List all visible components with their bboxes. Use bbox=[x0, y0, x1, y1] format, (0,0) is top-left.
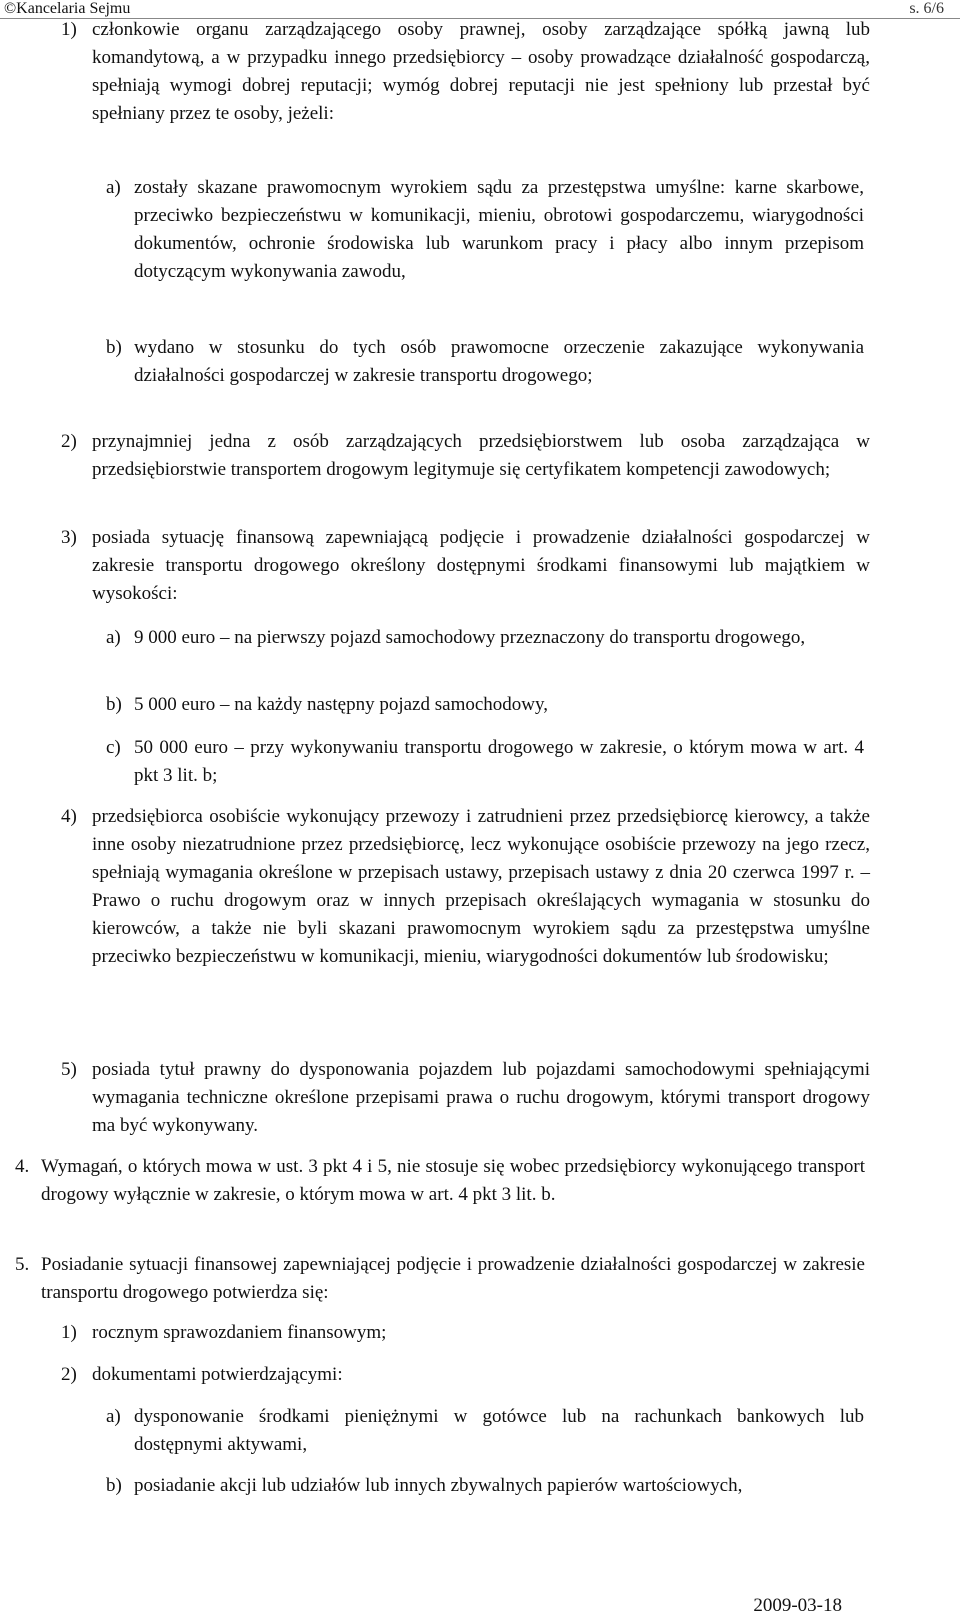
item-text: przedsiębiorca osobiście wykonujący przewozy i zatrudnieni przez przedsiębiorcę kierowcy, a także inne osoby niezatrudnione przez przedsiębiorcę, lecz wykonujące osobiście przewozy na jego rzecz, spełniają wymagania określone w przepisach ustawy, przepisach ustawy z dnia 20 czerwca 1997 r. – Prawo o ruchu drogowym oraz w innych przepisach określających wymagania w stosunku do kierowców, a także nie byli skazani prawomocnym wyrokiem sądu za przestępstwa umyślne przeciwko bezpieczeństwu w komunikacji, mieniu, wiarygodności dokumentów lub środowisku; bbox=[92, 806, 870, 967]
list-item bbox=[61, 524, 870, 608]
item-text: Wymagań, o których mowa w ust. 3 pkt 4 i 5, nie stosuje się wobec przedsiębiorcy wykonującego transport drogowy wyłącznie w zakresie, o którym mowa w art. 4 pkt 3 lit. b. bbox=[41, 1156, 865, 1205]
item-marker: b) bbox=[106, 1475, 122, 1496]
list-item bbox=[106, 174, 864, 286]
item-marker: 5. bbox=[15, 1254, 30, 1275]
list-item bbox=[106, 1403, 864, 1459]
item-marker: b) bbox=[106, 694, 122, 715]
list-item bbox=[61, 1056, 870, 1140]
item-marker: 2) bbox=[61, 1364, 77, 1385]
item-marker: 1) bbox=[61, 1322, 77, 1343]
item-text: 5 000 euro – na każdy następny pojazd samochodowy, bbox=[134, 694, 549, 715]
item-text: rocznym sprawozdaniem finansowym; bbox=[92, 1322, 387, 1343]
item-marker: 2) bbox=[61, 431, 77, 452]
item-marker: a) bbox=[106, 627, 121, 648]
item-marker: 5) bbox=[61, 1059, 77, 1080]
list-item bbox=[15, 1153, 865, 1209]
item-text: posiadanie akcji lub udziałów lub innych zbywalnych papierów wartościowych, bbox=[134, 1475, 743, 1496]
item-text: posiada sytuację finansową zapewniającą podjęcie i prowadzenie działalności gospodarczej w zakresie transportu drogowego określony dostępnymi środkami finansowymi lub majątkiem w wysokości: bbox=[92, 527, 870, 604]
item-text: wydano w stosunku do tych osób prawomocne orzeczenie zakazujące wykonywania działalności gospodarczej w zakresie transportu drogowego; bbox=[134, 337, 864, 386]
list-item bbox=[61, 1361, 870, 1389]
page-number: s. 6/6 bbox=[909, 0, 944, 17]
item-marker: c) bbox=[106, 737, 121, 758]
item-text: dokumentami potwierdzającymi: bbox=[92, 1364, 343, 1385]
item-text: przynajmniej jedna z osób zarządzających przedsiębiorstwem lub osoba zarządzająca w przedsiębiorstwie transportem drogowym legitymuje się certyfikatem kompetencji zawodowych; bbox=[92, 431, 870, 480]
item-text: zostały skazane prawomocnym wyrokiem sądu za przestępstwa umyślne: karne skarbowe, przeciwko bezpieczeństwu w komunikacji, mieniu, obrotowi gospodarczemu, wiarygodności dokumentów, ochronie środowiska lub warunkom pracy i płacy albo innym przepisom dotyczącym wykonywania zawodu, bbox=[134, 177, 864, 282]
item-text: posiada tytuł prawny do dysponowania pojazdem lub pojazdami samochodowymi spełniającymi wymagania techniczne określone przepisami prawa o ruchu drogowym, którymi transport drogowy ma być wykonywany. bbox=[92, 1059, 870, 1136]
item-marker: a) bbox=[106, 1406, 121, 1427]
item-marker: b) bbox=[106, 337, 122, 358]
list-item bbox=[15, 1251, 865, 1307]
item-text: członkowie organu zarządzającego osoby prawnej, osoby zarządzające spółką jawną lub komandytową, a w przypadku innego przedsiębiorcy – osoby prowadzące działalność gospodarczą, spełniają wymogi dobrej reputacji; wymóg dobrej reputacji nie jest spełniony lub przestał być spełniany przez te osoby, jeżeli: bbox=[92, 19, 870, 124]
item-text: Posiadanie sytuacji finansowej zapewniającej podjęcie i prowadzenie działalności gospodarczej w zakresie transportu drogowego potwierdza się: bbox=[41, 1254, 865, 1303]
item-marker: 4. bbox=[15, 1156, 30, 1177]
item-text: 9 000 euro – na pierwszy pojazd samochodowy przeznaczony do transportu drogowego, bbox=[134, 627, 806, 648]
item-text: 50 000 euro – przy wykonywaniu transportu drogowego w zakresie, o którym mowa w art. 4 pkt 3 lit. b; bbox=[134, 737, 864, 786]
list-item bbox=[61, 428, 870, 484]
list-item bbox=[106, 624, 864, 652]
item-marker: 3) bbox=[61, 527, 77, 548]
list-item bbox=[106, 691, 864, 719]
list-item bbox=[61, 16, 870, 128]
list-item bbox=[61, 1319, 870, 1347]
document-date: 2009-03-18 bbox=[753, 1595, 842, 1616]
copyright-label: ©Kancelaria Sejmu bbox=[4, 0, 131, 17]
list-item bbox=[106, 1472, 864, 1500]
list-item bbox=[106, 334, 864, 390]
item-text: dysponowanie środkami pieniężnymi w gotówce lub na rachunkach bankowych lub dostępnymi aktywami, bbox=[134, 1406, 864, 1455]
list-item bbox=[61, 803, 870, 971]
item-marker: 4) bbox=[61, 806, 77, 827]
list-item bbox=[106, 734, 864, 790]
item-marker: a) bbox=[106, 177, 121, 198]
item-marker: 1) bbox=[61, 19, 77, 40]
